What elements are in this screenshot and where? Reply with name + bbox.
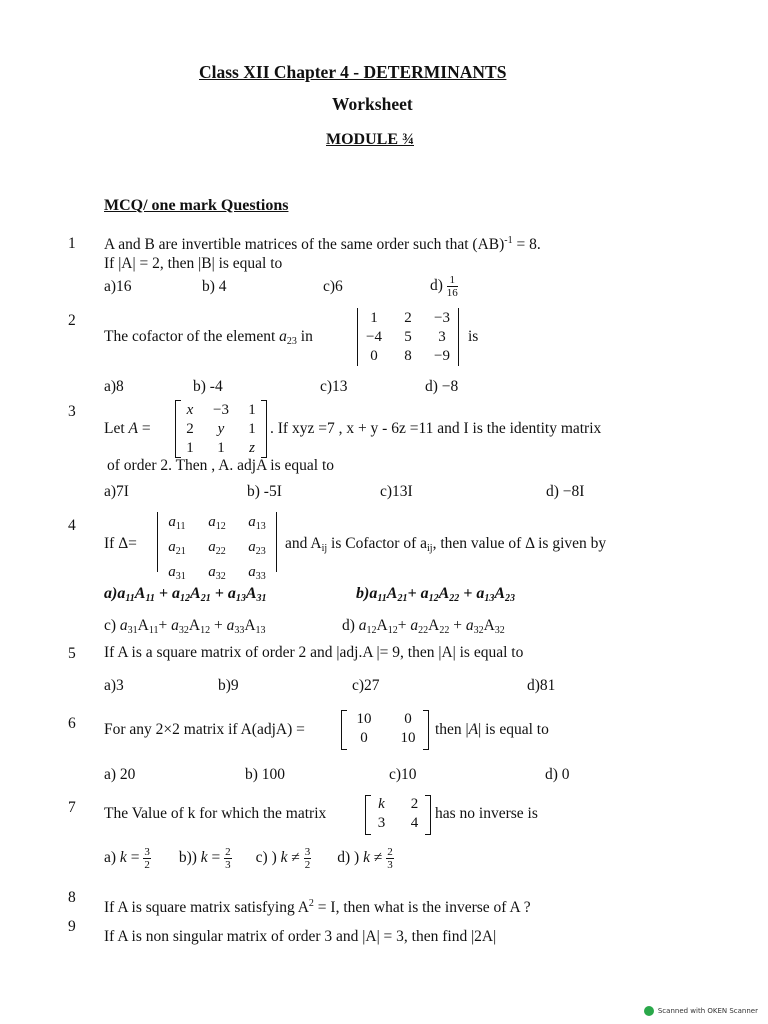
matrix-cell: y bbox=[217, 421, 225, 437]
document-title: Class XII Chapter 4 - DETERMINANTS bbox=[199, 62, 507, 82]
q1-text: A and B are invertible matrices of the same order such that (AB) bbox=[104, 236, 505, 253]
option-label: b)) k = bbox=[178, 849, 225, 867]
option-b: b)9 bbox=[218, 677, 239, 694]
matrix-cell: x bbox=[186, 402, 194, 418]
matrix-cell: 2 bbox=[410, 796, 419, 812]
matrix-cell: $a_{23}$ bbox=[248, 539, 266, 557]
question-number: 8 bbox=[68, 889, 76, 906]
determinant-delta bbox=[157, 512, 277, 582]
q2-text-in: in bbox=[296, 328, 313, 345]
matrix-cell: 3 bbox=[377, 815, 386, 831]
q4-sub: ij bbox=[321, 543, 328, 554]
option-c: c)10 bbox=[389, 766, 417, 783]
question-number: 5 bbox=[68, 645, 76, 662]
matrix-cell: $a_{22}$ bbox=[208, 539, 226, 557]
option-c: c)27 bbox=[352, 677, 380, 694]
question-number: 4 bbox=[68, 517, 76, 534]
matrix-cell: 0 bbox=[404, 711, 412, 727]
matrix-grid bbox=[157, 512, 277, 587]
fraction bbox=[304, 846, 312, 871]
option-label: a) k = bbox=[104, 849, 144, 867]
fraction bbox=[386, 846, 394, 871]
question-text bbox=[104, 420, 151, 438]
bracket-right bbox=[423, 710, 429, 750]
fraction bbox=[224, 846, 232, 871]
option-c: c) $a_{31}A_{11}+ a_{32}A_{12} + a_{33}A_{13}$ bbox=[104, 617, 266, 636]
scanner-logo-icon bbox=[644, 1006, 654, 1016]
matrix-cell: $a_{12}$ bbox=[208, 514, 226, 532]
fraction bbox=[143, 846, 151, 871]
question-text-end: is bbox=[468, 328, 479, 345]
options-row bbox=[104, 846, 394, 871]
matrix-cell: 10 bbox=[400, 730, 416, 746]
fraction-denominator: 2 bbox=[304, 859, 311, 871]
option-d: d) −8I bbox=[546, 483, 585, 500]
q2-element: a bbox=[279, 328, 287, 345]
fraction-denominator: 3 bbox=[225, 859, 231, 871]
q2-text: The cofactor of the element bbox=[104, 328, 280, 345]
matrix-cell: −4 bbox=[366, 329, 382, 345]
bracket-left bbox=[341, 710, 347, 750]
question-text-line2: If |A| = 2, then |B| is equal to bbox=[104, 255, 283, 272]
option-d: d) $a_{12}A_{12}+ a_{22}A_{22} + a_{32}A_{32}$ bbox=[342, 617, 505, 636]
bracket-left bbox=[175, 400, 181, 458]
fraction-numerator: 3 bbox=[304, 846, 311, 858]
matrix-cell: −9 bbox=[434, 348, 450, 364]
option-a: a) 20 bbox=[104, 766, 136, 783]
q4-text-cofactor: is Cofactor of a bbox=[327, 535, 428, 552]
scanner-text: Scanned with OKEN Scanner bbox=[657, 1007, 758, 1015]
option-label: d) ) k ≠ bbox=[337, 849, 387, 867]
scanner-watermark bbox=[644, 1006, 758, 1016]
q8-sup: 2 bbox=[308, 898, 314, 909]
matrix-cell: 4 bbox=[410, 815, 419, 831]
fraction-denominator: 3 bbox=[387, 859, 393, 871]
q3-matrix-name: A bbox=[128, 420, 138, 437]
q6-text-end: | is equal to bbox=[478, 721, 549, 738]
question-text-cont bbox=[435, 721, 549, 739]
option-b: $b)a_{11}A_{21}+ a_{12}A_{22} + a_{13}A_{23}$ bbox=[356, 585, 516, 604]
matrix-cell: k bbox=[378, 796, 385, 812]
option-a bbox=[104, 846, 151, 871]
q3-equals: = bbox=[138, 420, 151, 437]
question-text-cont bbox=[285, 535, 606, 554]
det-bar-left bbox=[357, 308, 358, 366]
fraction-denominator: 2 bbox=[144, 859, 150, 871]
matrix-cell: 2 bbox=[186, 421, 194, 437]
q1-sup: -1 bbox=[504, 235, 513, 246]
fraction-numerator: 2 bbox=[225, 846, 231, 858]
question-number: 6 bbox=[68, 715, 76, 732]
fraction-numerator: 2 bbox=[387, 846, 393, 858]
option-c: c)6 bbox=[323, 278, 343, 295]
question-text: If A is a square matrix of order 2 and |adj.A |= 9, then |A| is equal to bbox=[104, 644, 524, 661]
matrix-cell: $a_{33}$ bbox=[248, 564, 266, 582]
option-b: b) -5I bbox=[247, 483, 282, 500]
matrix-cell: 1 bbox=[370, 310, 378, 326]
option-d bbox=[337, 846, 393, 871]
question-text-cont: has no inverse is bbox=[435, 805, 538, 822]
matrix-cell: $a_{21}$ bbox=[168, 539, 186, 557]
q6-text: then | bbox=[435, 721, 469, 738]
option-a: a)8 bbox=[104, 378, 124, 395]
option-d: d) 0 bbox=[545, 766, 570, 783]
option-label: c) ) k ≠ bbox=[255, 849, 304, 867]
question-number: 3 bbox=[68, 403, 76, 420]
matrix-cell: z bbox=[249, 440, 255, 456]
option-c: c)13 bbox=[320, 378, 348, 395]
question-number: 9 bbox=[68, 918, 76, 935]
option-d: d)81 bbox=[527, 677, 556, 694]
fraction-numerator: 3 bbox=[144, 846, 150, 858]
det-bar-right bbox=[458, 308, 459, 366]
matrix-cell: 1 bbox=[186, 440, 194, 456]
matrix-cell: −3 bbox=[434, 310, 450, 326]
option-c: c)13I bbox=[380, 483, 413, 500]
question-text bbox=[104, 898, 531, 917]
option-a: $a)a_{11}A_{11} + a_{12}A_{21} + a_{13}A_{31}$ bbox=[104, 585, 267, 604]
matrix-cell: $a_{31}$ bbox=[168, 564, 186, 582]
question-text bbox=[104, 328, 313, 347]
question-text-line2: of order 2. Then , A. adjA is equal to bbox=[107, 457, 335, 474]
matrix-cell: 1 bbox=[248, 402, 256, 418]
option-a: a)3 bbox=[104, 677, 124, 694]
fraction-denominator: 16 bbox=[446, 287, 458, 299]
det-bar-right bbox=[276, 512, 277, 572]
determinant-matrix bbox=[357, 308, 459, 366]
question-text: If Δ= bbox=[104, 535, 137, 552]
option-d bbox=[430, 274, 458, 299]
bracket-left bbox=[365, 795, 371, 835]
matrix-2x2 bbox=[341, 710, 429, 750]
matrix-cell: 1 bbox=[217, 440, 225, 456]
det-bar-left bbox=[157, 512, 158, 572]
matrix-cell: 0 bbox=[370, 348, 378, 364]
question-number: 1 bbox=[68, 235, 76, 252]
matrix-cell: 5 bbox=[404, 329, 412, 345]
option-a: a)7I bbox=[104, 483, 129, 500]
module-heading: MODULE ¾ bbox=[326, 131, 414, 148]
option-d-label: d) bbox=[430, 277, 443, 295]
question-text: The Value of k for which the matrix bbox=[104, 805, 327, 822]
question-number: 2 bbox=[68, 312, 76, 329]
option-b: b) -4 bbox=[193, 378, 223, 395]
matrix-grid bbox=[341, 710, 429, 748]
q4-text-and: and A bbox=[285, 535, 322, 552]
option-a: a)16 bbox=[104, 278, 132, 295]
option-b: b) 4 bbox=[202, 278, 227, 295]
option-c bbox=[255, 846, 312, 871]
matrix-grid bbox=[365, 795, 431, 833]
option-d: d) −8 bbox=[425, 378, 459, 395]
section-heading: MCQ/ one mark Questions bbox=[104, 197, 289, 214]
matrix-cell: $a_{11}$ bbox=[168, 514, 186, 532]
matrix-cell: 3 bbox=[438, 329, 446, 345]
matrix-cell: 8 bbox=[404, 348, 412, 364]
matrix-cell: 1 bbox=[248, 421, 256, 437]
question-text bbox=[104, 235, 541, 254]
matrix-cell: $a_{13}$ bbox=[248, 514, 266, 532]
matrix-cell: $a_{32}$ bbox=[208, 564, 226, 582]
matrix-2x2 bbox=[365, 795, 431, 835]
q4-sub2: ij bbox=[427, 543, 433, 554]
question-number: 7 bbox=[68, 799, 76, 816]
q3-text: Let bbox=[104, 420, 129, 437]
worksheet-heading: Worksheet bbox=[332, 94, 413, 114]
fraction-numerator: 1 bbox=[447, 274, 458, 287]
bracket-right bbox=[425, 795, 431, 835]
question-text: If A is non singular matrix of order 3 and |A| = 3, then find |2A| bbox=[104, 928, 497, 945]
q8-text: If A is square matrix satisfying A bbox=[104, 899, 309, 916]
matrix-A bbox=[175, 400, 267, 458]
matrix-cell: 0 bbox=[360, 730, 368, 746]
option-b: b) 100 bbox=[245, 766, 286, 783]
q4-text-end: , then value of Δ is given by bbox=[432, 535, 607, 552]
option-b bbox=[178, 846, 232, 871]
fraction bbox=[447, 274, 458, 299]
matrix-cell: 2 bbox=[404, 310, 412, 326]
matrix-cell: 10 bbox=[356, 711, 372, 727]
q2-element-sub: 23 bbox=[286, 336, 297, 347]
q6-A: A bbox=[468, 721, 479, 738]
bracket-right bbox=[261, 400, 267, 458]
q8-text-end: = I, then what is the inverse of A ? bbox=[313, 899, 531, 916]
q1-text-end: = 8. bbox=[512, 236, 541, 253]
matrix-cell: −3 bbox=[213, 402, 229, 418]
matrix-grid bbox=[175, 400, 267, 458]
question-text: For any 2×2 matrix if A(adjA) = bbox=[104, 721, 305, 738]
question-text-cont: . If xyz =7 , x + y - 6z =11 and I is the identity matrix bbox=[270, 420, 602, 437]
matrix-grid bbox=[357, 308, 459, 366]
